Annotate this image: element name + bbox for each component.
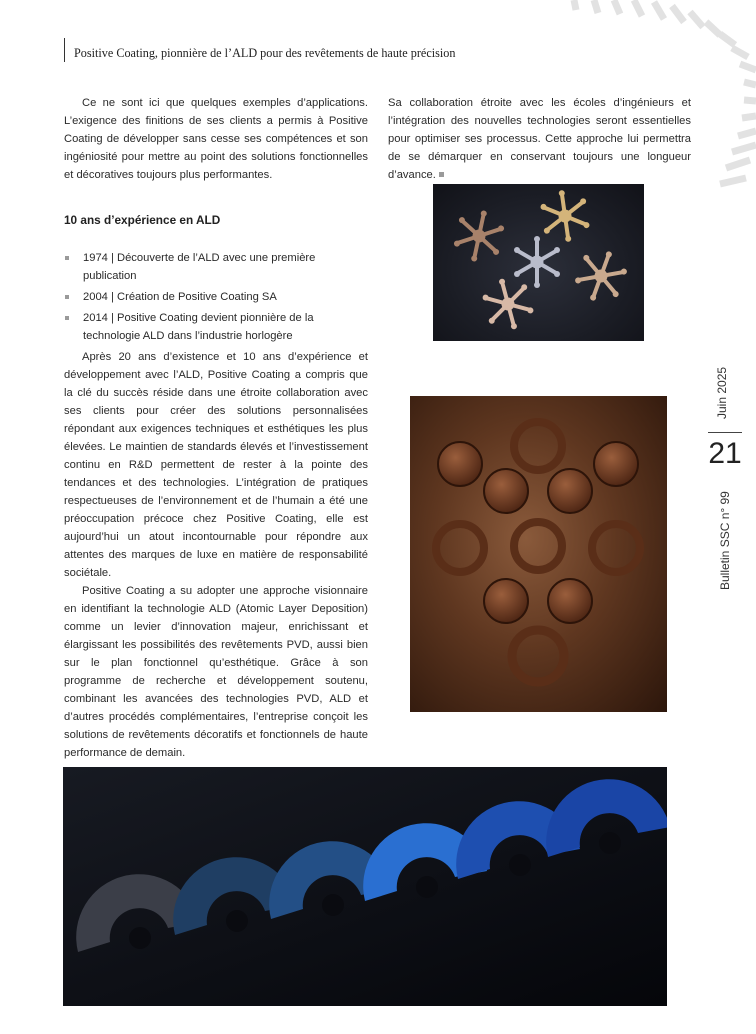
intro-continued-paragraph <box>388 94 691 184</box>
timeline-list <box>64 249 368 348</box>
bullet-marker <box>65 316 69 320</box>
timeline-item <box>64 249 368 285</box>
timeline-item-text: 1974 | Découverte de l’ALD avec une première publication <box>83 252 316 282</box>
timeline-item-text: 2014 | Positive Coating devient pionnière de la technologie ALD dans l’industrie horlogère <box>83 312 314 342</box>
body-paragraph-1: Après 20 ans d’existence et 10 ans d’expérience et développement avec l’ALD, Positive Coating a compris que la clé du succès réside dans une étroite collaboration avec ses clients pour créer des solutions personnalisées répondant aux exigences techniques et esthétiques les plus élevées. Le maintien de standards élevés et l’investissement continu en R&D permettent de rester à la pointe des tendances et des technologies. L’intégration de pratiques respectueuses de l’environnement et de l’humain a été une préoccupation précoce chez Positive Coating, elle est aujourd’hui un atout incontournable pour répondre aux attentes des marques de luxe en matière de responsabilité sociétale. <box>64 351 368 579</box>
issue-date: Juin 2025 <box>715 366 729 419</box>
photo-star-components <box>433 184 644 341</box>
bulletin-issue: Bulletin SSC n° 99 <box>718 491 732 590</box>
timeline-item <box>64 288 368 306</box>
bullet-marker <box>65 295 69 299</box>
timeline-item-text: 2004 | Création de Positive Coating SA <box>83 291 277 303</box>
intro-right-column <box>388 94 691 184</box>
intro-left-column <box>64 94 368 184</box>
body-column <box>64 348 368 762</box>
section-heading: 10 ans d’expérience en ALD <box>64 213 221 227</box>
header-rule <box>64 38 65 62</box>
intro-continued-text: Sa collaboration étroite avec les écoles d’ingénieurs et l’intégration des nouvelles technologies seront essentielles pour optimiser ses processus. Cette approche lui permettra de se démarquer en conservant toujours une longueur d’avance. <box>388 97 691 181</box>
page-number-rule <box>708 432 742 433</box>
intro-paragraph: Ce ne sont ici que quelques exemples d’applications. L’exigence des finitions de ses clients a permis à Positive Coating de développer sans cesse ses compétences et son ingéniosité pour mettre au point des solutions fonctionnelles et décoratives toujours plus performantes. <box>64 97 368 181</box>
bullet-marker <box>65 256 69 260</box>
photo-bronze-watch-cases <box>410 396 667 712</box>
end-of-article-mark <box>439 172 444 177</box>
body-paragraph-2: Positive Coating a su adopter une approche visionnaire en identifiant la technologie ALD (Atomic Layer Deposition) comme un levier d’innovation majeur, enrichissant et élargissant les possibilités des revêtements PVD, aussi bien sur le plan fonctionnel qu’esthétique. Grâce à son programme de recherche et développement soutenu, combinant les avancées des technologies PVD, ALD et d’autres procédés complémentaires, l’entreprise conçoit les solutions de revêtements décoratifs et fonctionnels de haute performance de demain. <box>64 585 368 759</box>
running-header-title: Positive Coating, pionnière de l’ALD pour des revêtements de haute précision <box>74 46 456 60</box>
page-number: 21 <box>708 437 742 470</box>
photo-blue-rotors <box>63 767 667 1006</box>
timeline-item <box>64 309 368 345</box>
